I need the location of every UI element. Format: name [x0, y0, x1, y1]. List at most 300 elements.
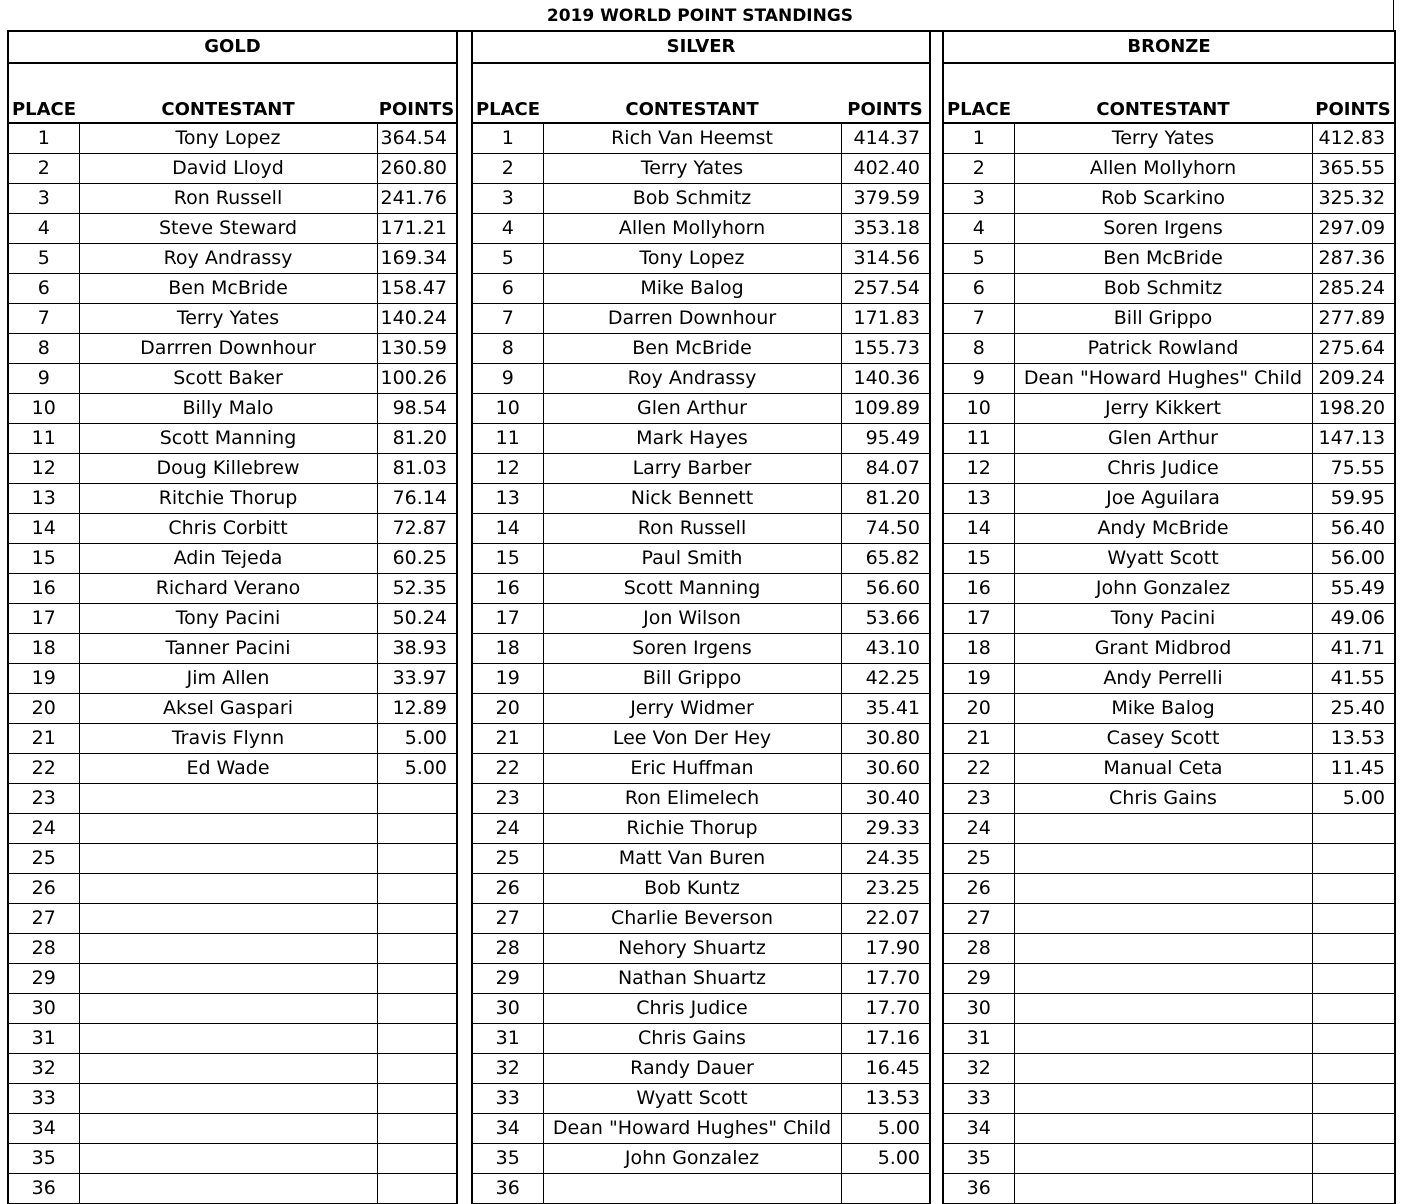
place-cell: 12: [472, 454, 543, 484]
contestant-cell: Charlie Beverson: [543, 904, 841, 934]
table-row: [472, 634, 930, 664]
points-cell: 158.47: [377, 274, 457, 304]
table-row: [8, 1114, 457, 1144]
table-row: [472, 1114, 930, 1144]
place-cell: 28: [8, 934, 79, 964]
table-row: [8, 454, 457, 484]
points-cell: 52.35: [377, 574, 457, 604]
table-row: [472, 364, 930, 394]
place-cell: 32: [8, 1054, 79, 1084]
contestant-cell: [79, 964, 377, 994]
points-cell: 11.45: [1312, 754, 1395, 784]
contestant-cell: Andy McBride: [1014, 514, 1312, 544]
place-cell: 13: [943, 484, 1014, 514]
points-cell: 412.83: [1312, 123, 1395, 154]
table-row: [8, 1024, 457, 1054]
points-cell: 75.55: [1312, 454, 1395, 484]
points-cell: [841, 1174, 930, 1204]
table-row: [943, 934, 1395, 964]
points-cell: [377, 934, 457, 964]
table-row: [472, 123, 930, 154]
table-row: [472, 904, 930, 934]
points-cell: 24.35: [841, 844, 930, 874]
table-row: [8, 514, 457, 544]
division-title: SILVER: [472, 31, 930, 63]
contestant-cell: Adin Tejeda: [79, 544, 377, 574]
contestant-cell: Casey Scott: [1014, 724, 1312, 754]
table-row: [472, 694, 930, 724]
contestant-cell: Dean "Howard Hughes" Child: [543, 1114, 841, 1144]
place-cell: 36: [943, 1174, 1014, 1204]
place-cell: 1: [472, 123, 543, 154]
table-row: [8, 964, 457, 994]
points-cell: [377, 1174, 457, 1204]
place-cell: 4: [8, 214, 79, 244]
contestant-cell: Richard Verano: [79, 574, 377, 604]
place-cell: 23: [472, 784, 543, 814]
place-cell: 2: [472, 154, 543, 184]
place-cell: 26: [943, 874, 1014, 904]
contestant-cell: [1014, 1024, 1312, 1054]
table-row: [8, 184, 457, 214]
place-cell: 22: [943, 754, 1014, 784]
table-row: [943, 424, 1395, 454]
table-row: [472, 784, 930, 814]
points-cell: 50.24: [377, 604, 457, 634]
place-cell: 36: [472, 1174, 543, 1204]
table-row: [472, 454, 930, 484]
place-cell: 30: [943, 994, 1014, 1024]
contestant-cell: Jerry Kikkert: [1014, 394, 1312, 424]
points-cell: 33.97: [377, 664, 457, 694]
contestant-cell: Terry Yates: [1014, 123, 1312, 154]
points-cell: 29.33: [841, 814, 930, 844]
place-cell: 29: [472, 964, 543, 994]
contestant-cell: Rob Scarkino: [1014, 184, 1312, 214]
points-cell: 314.56: [841, 244, 930, 274]
place-header: PLACE: [472, 63, 543, 123]
points-cell: 171.83: [841, 304, 930, 334]
contestant-cell: [1014, 874, 1312, 904]
table-row: [8, 604, 457, 634]
contestant-cell: Tony Pacini: [1014, 604, 1312, 634]
contestant-cell: Chris Gains: [1014, 784, 1312, 814]
table-row: [8, 904, 457, 934]
place-cell: 4: [943, 214, 1014, 244]
page-title: 2019 WORLD POINT STANDINGS: [7, 0, 1394, 32]
table-row: [943, 1054, 1395, 1084]
table-row: [943, 184, 1395, 214]
table-row: [943, 1084, 1395, 1114]
points-cell: 81.20: [377, 424, 457, 454]
points-cell: 17.70: [841, 994, 930, 1024]
points-cell: 65.82: [841, 544, 930, 574]
place-header: PLACE: [943, 63, 1014, 123]
points-cell: 12.89: [377, 694, 457, 724]
contestant-cell: Bob Schmitz: [1014, 274, 1312, 304]
points-cell: 30.80: [841, 724, 930, 754]
place-cell: 11: [472, 424, 543, 454]
points-cell: 42.25: [841, 664, 930, 694]
points-cell: 140.36: [841, 364, 930, 394]
place-cell: 36: [8, 1174, 79, 1204]
points-cell: 41.55: [1312, 664, 1395, 694]
points-cell: 84.07: [841, 454, 930, 484]
points-cell: [1312, 1084, 1395, 1114]
place-cell: 7: [472, 304, 543, 334]
place-cell: 20: [472, 694, 543, 724]
table-row: [8, 334, 457, 364]
points-cell: 209.24: [1312, 364, 1395, 394]
table-row: [472, 664, 930, 694]
table-row: [8, 394, 457, 424]
points-header: POINTS: [1312, 63, 1395, 123]
place-cell: 9: [472, 364, 543, 394]
place-cell: 21: [8, 724, 79, 754]
place-cell: 1: [8, 123, 79, 154]
place-cell: 3: [943, 184, 1014, 214]
place-cell: 16: [472, 574, 543, 604]
contestant-cell: [1014, 844, 1312, 874]
contestant-cell: Allen Mollyhorn: [543, 214, 841, 244]
contestant-cell: Nick Bennett: [543, 484, 841, 514]
contestant-cell: Tony Lopez: [79, 123, 377, 154]
standings-table-bronze: [942, 30, 1396, 1204]
contestant-cell: Paul Smith: [543, 544, 841, 574]
points-cell: 297.09: [1312, 214, 1395, 244]
table-row: [943, 1144, 1395, 1174]
points-cell: 72.87: [377, 514, 457, 544]
table-row: [472, 604, 930, 634]
table-row: [8, 724, 457, 754]
points-cell: 56.40: [1312, 514, 1395, 544]
contestant-cell: [79, 844, 377, 874]
place-cell: 35: [8, 1144, 79, 1174]
place-cell: 35: [472, 1144, 543, 1174]
place-cell: 16: [8, 574, 79, 604]
points-cell: [377, 874, 457, 904]
place-cell: 23: [943, 784, 1014, 814]
standings-table-silver: [471, 30, 931, 1204]
place-cell: 24: [472, 814, 543, 844]
place-cell: 22: [472, 754, 543, 784]
points-cell: [377, 904, 457, 934]
contestant-cell: Steve Steward: [79, 214, 377, 244]
contestant-cell: Roy Andrassy: [79, 244, 377, 274]
contestant-cell: Bob Schmitz: [543, 184, 841, 214]
contestant-cell: Mark Hayes: [543, 424, 841, 454]
place-cell: 34: [8, 1114, 79, 1144]
table-row: [8, 1084, 457, 1114]
place-cell: 18: [943, 634, 1014, 664]
table-row: [472, 484, 930, 514]
contestant-cell: [79, 1174, 377, 1204]
standings-table-gold: [7, 30, 458, 1204]
points-cell: 155.73: [841, 334, 930, 364]
points-cell: 59.95: [1312, 484, 1395, 514]
points-cell: [1312, 814, 1395, 844]
contestant-cell: Glen Arthur: [543, 394, 841, 424]
table-row: [8, 1054, 457, 1084]
table-row: [472, 1144, 930, 1174]
contestant-cell: [1014, 1114, 1312, 1144]
contestant-cell: Chris Judice: [1014, 454, 1312, 484]
place-cell: 29: [8, 964, 79, 994]
table-row: [472, 214, 930, 244]
points-cell: 109.89: [841, 394, 930, 424]
place-cell: 8: [943, 334, 1014, 364]
points-cell: 365.55: [1312, 154, 1395, 184]
contestant-cell: [79, 784, 377, 814]
points-cell: 55.49: [1312, 574, 1395, 604]
table-row: [472, 1054, 930, 1084]
table-row: [8, 154, 457, 184]
table-row: [8, 304, 457, 334]
place-cell: 14: [8, 514, 79, 544]
table-row: [943, 664, 1395, 694]
table-row: [943, 994, 1395, 1024]
table-row: [8, 694, 457, 724]
contestant-cell: Bill Grippo: [1014, 304, 1312, 334]
points-cell: [377, 784, 457, 814]
points-cell: 49.06: [1312, 604, 1395, 634]
place-cell: 6: [8, 274, 79, 304]
contestant-cell: Andy Perrelli: [1014, 664, 1312, 694]
table-row: [943, 334, 1395, 364]
table-row: [943, 304, 1395, 334]
contestant-cell: Terry Yates: [543, 154, 841, 184]
table-row: [8, 874, 457, 904]
points-cell: [377, 994, 457, 1024]
contestant-cell: Randy Dauer: [543, 1054, 841, 1084]
contestant-cell: [79, 904, 377, 934]
table-row: [943, 274, 1395, 304]
place-cell: 29: [943, 964, 1014, 994]
place-cell: 17: [8, 604, 79, 634]
table-row: [943, 394, 1395, 424]
contestant-cell: Glen Arthur: [1014, 424, 1312, 454]
contestant-cell: Bob Kuntz: [543, 874, 841, 904]
table-row: [943, 694, 1395, 724]
contestant-cell: Chris Judice: [543, 994, 841, 1024]
table-row: [943, 244, 1395, 274]
points-cell: [1312, 1174, 1395, 1204]
contestant-cell: Ron Russell: [543, 514, 841, 544]
points-cell: 147.13: [1312, 424, 1395, 454]
table-row: [8, 634, 457, 664]
place-cell: 10: [8, 394, 79, 424]
points-cell: 23.25: [841, 874, 930, 904]
contestant-cell: Ron Elimelech: [543, 784, 841, 814]
contestant-cell: [1014, 1144, 1312, 1174]
place-cell: 17: [943, 604, 1014, 634]
place-cell: 2: [943, 154, 1014, 184]
place-cell: 30: [8, 994, 79, 1024]
contestant-cell: Roy Andrassy: [543, 364, 841, 394]
place-cell: 5: [943, 244, 1014, 274]
points-cell: [377, 964, 457, 994]
table-row: [472, 424, 930, 454]
table-row: [472, 394, 930, 424]
contestant-cell: Ed Wade: [79, 754, 377, 784]
points-cell: 17.90: [841, 934, 930, 964]
place-cell: 32: [943, 1054, 1014, 1084]
place-cell: 13: [472, 484, 543, 514]
contestant-cell: Terry Yates: [79, 304, 377, 334]
contestant-header: CONTESTANT: [79, 63, 377, 123]
place-header: PLACE: [8, 63, 79, 123]
contestant-cell: Tony Pacini: [79, 604, 377, 634]
contestant-cell: John Gonzalez: [1014, 574, 1312, 604]
points-cell: [1312, 874, 1395, 904]
place-cell: 28: [472, 934, 543, 964]
points-cell: 325.32: [1312, 184, 1395, 214]
contestant-cell: John Gonzalez: [543, 1144, 841, 1174]
contestant-cell: Richie Thorup: [543, 814, 841, 844]
contestant-cell: Soren Irgens: [1014, 214, 1312, 244]
place-cell: 17: [472, 604, 543, 634]
points-cell: 74.50: [841, 514, 930, 544]
points-cell: 241.76: [377, 184, 457, 214]
table-row: [472, 154, 930, 184]
table-row: [943, 1174, 1395, 1204]
table-row: [472, 874, 930, 904]
place-cell: 23: [8, 784, 79, 814]
place-cell: 6: [943, 274, 1014, 304]
place-cell: 20: [8, 694, 79, 724]
place-cell: 25: [472, 844, 543, 874]
points-cell: 81.03: [377, 454, 457, 484]
contestant-cell: [543, 1174, 841, 1204]
place-cell: 25: [8, 844, 79, 874]
table-row: [943, 544, 1395, 574]
contestant-cell: [79, 1084, 377, 1114]
contestant-cell: Chris Corbitt: [79, 514, 377, 544]
contestant-cell: Travis Flynn: [79, 724, 377, 754]
place-cell: 10: [943, 394, 1014, 424]
table-row: [943, 814, 1395, 844]
contestant-cell: Scott Baker: [79, 364, 377, 394]
table-row: [8, 814, 457, 844]
contestant-cell: [79, 1144, 377, 1174]
table-row: [472, 244, 930, 274]
points-cell: [377, 814, 457, 844]
table-row: [943, 154, 1395, 184]
points-cell: 56.60: [841, 574, 930, 604]
contestant-cell: Ben McBride: [543, 334, 841, 364]
place-cell: 20: [943, 694, 1014, 724]
contestant-cell: Darrren Downhour: [79, 334, 377, 364]
contestant-cell: Joe Aguilara: [1014, 484, 1312, 514]
points-cell: 257.54: [841, 274, 930, 304]
points-cell: 414.37: [841, 123, 930, 154]
points-cell: 53.66: [841, 604, 930, 634]
points-cell: [1312, 964, 1395, 994]
points-cell: [1312, 844, 1395, 874]
contestant-cell: Eric Huffman: [543, 754, 841, 784]
contestant-cell: Ben McBride: [79, 274, 377, 304]
table-row: [472, 724, 930, 754]
place-cell: 21: [943, 724, 1014, 754]
contestant-cell: [1014, 1084, 1312, 1114]
points-cell: 76.14: [377, 484, 457, 514]
place-cell: 30: [472, 994, 543, 1024]
table-row: [472, 544, 930, 574]
table-row: [8, 1174, 457, 1204]
place-cell: 19: [8, 664, 79, 694]
contestant-cell: Jon Wilson: [543, 604, 841, 634]
place-cell: 7: [8, 304, 79, 334]
place-cell: 25: [943, 844, 1014, 874]
table-row: [472, 1024, 930, 1054]
place-cell: 26: [472, 874, 543, 904]
table-row: [472, 964, 930, 994]
points-header: POINTS: [377, 63, 457, 123]
points-cell: [1312, 934, 1395, 964]
table-row: [472, 814, 930, 844]
table-row: [8, 484, 457, 514]
place-cell: 10: [472, 394, 543, 424]
points-cell: 169.34: [377, 244, 457, 274]
contestant-cell: Scott Manning: [79, 424, 377, 454]
place-cell: 12: [8, 454, 79, 484]
points-cell: 402.40: [841, 154, 930, 184]
contestant-cell: Tanner Pacini: [79, 634, 377, 664]
contestant-cell: Lee Von Der Hey: [543, 724, 841, 754]
contestant-cell: Darren Downhour: [543, 304, 841, 334]
points-cell: 275.64: [1312, 334, 1395, 364]
place-cell: 34: [943, 1114, 1014, 1144]
contestant-cell: [79, 874, 377, 904]
points-cell: 140.24: [377, 304, 457, 334]
points-cell: [377, 1054, 457, 1084]
points-cell: [377, 1114, 457, 1144]
table-row: [943, 484, 1395, 514]
place-cell: 27: [943, 904, 1014, 934]
contestant-cell: [1014, 964, 1312, 994]
contestant-cell: Ritchie Thorup: [79, 484, 377, 514]
points-cell: 171.21: [377, 214, 457, 244]
table-row: [472, 934, 930, 964]
table-row: [943, 784, 1395, 814]
place-cell: 21: [472, 724, 543, 754]
table-row: [943, 1114, 1395, 1144]
contestant-cell: [1014, 1174, 1312, 1204]
contestant-cell: Ron Russell: [79, 184, 377, 214]
place-cell: 27: [8, 904, 79, 934]
points-cell: [1312, 1054, 1395, 1084]
table-row: [943, 634, 1395, 664]
table-row: [8, 544, 457, 574]
contestant-cell: Larry Barber: [543, 454, 841, 484]
table-row: [8, 424, 457, 454]
contestant-cell: Chris Gains: [543, 1024, 841, 1054]
place-cell: 32: [472, 1054, 543, 1084]
contestant-cell: Doug Killebrew: [79, 454, 377, 484]
points-cell: 35.41: [841, 694, 930, 724]
points-cell: 38.93: [377, 634, 457, 664]
contestant-cell: Grant Midbrod: [1014, 634, 1312, 664]
division-title: GOLD: [8, 31, 457, 63]
points-cell: [1312, 1144, 1395, 1174]
place-cell: 15: [472, 544, 543, 574]
points-cell: 56.00: [1312, 544, 1395, 574]
division-title: BRONZE: [943, 31, 1395, 63]
contestant-cell: [1014, 934, 1312, 964]
place-cell: 5: [472, 244, 543, 274]
contestant-cell: Mike Balog: [1014, 694, 1312, 724]
points-cell: 5.00: [377, 724, 457, 754]
